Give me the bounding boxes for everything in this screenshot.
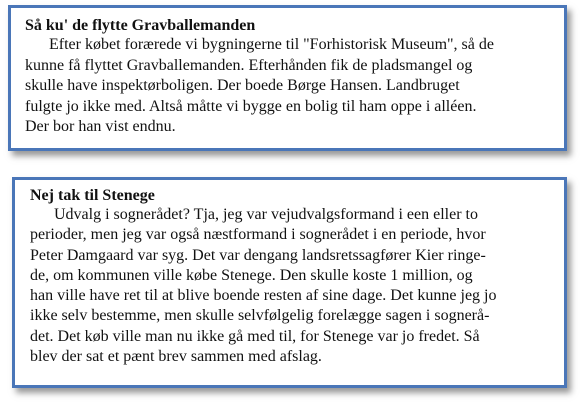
article-line: skulle have inspektørboligen. Der boede Børge Hansen. Landbruget [25,77,460,94]
article-box-stenege [12,177,567,388]
article-line: blev der sat et pænt brev sammen med afslag. [30,348,322,366]
article-body [30,205,554,367]
article-box-gravballemanden [8,5,567,151]
article-line: Peter Damgaard var syg. Det var dengang landsretssagfører Kier ringe- [30,246,486,264]
article-heading: Nej tak til Stenege [30,187,155,204]
article-line: ikke selv bestemme, men skulle selvfølgelig forelægge sagen i sognerå- [30,307,490,325]
article-line: Udvalg i sognerådet? Tja, jeg var vejudvalgsformand i een eller to [54,206,478,223]
article-line: fulgte jo ikke med. Altså måtte vi bygge en bolig til ham oppe i alléen. [25,97,477,115]
article-line: perioder, men jeg var også næstformand i sognerådet i en periode, hvor [30,226,486,244]
article-line: det. Det køb ville man nu ikke gå med til, for Stenege var jo fredet. Så [30,327,480,345]
article-line: de, om kommunen ville købe Stenege. Den skulle koste 1 million, og [30,266,473,284]
article-line: Der bor han vist endnu. [25,118,176,135]
article-body [25,35,552,138]
article-heading: Så ku' de flytte Gravballemanden [25,17,256,34]
article-line: han ville have ret til at blive boende resten af sine dage. Det kunne jeg jo [30,287,497,305]
article-line: Efter købet forærede vi bygningerne til "Forhistorisk Museum", så de [49,36,494,53]
article-line: kunne få flyttet Gravballemanden. Efterhånden fik de pladsmangel og [25,56,473,74]
